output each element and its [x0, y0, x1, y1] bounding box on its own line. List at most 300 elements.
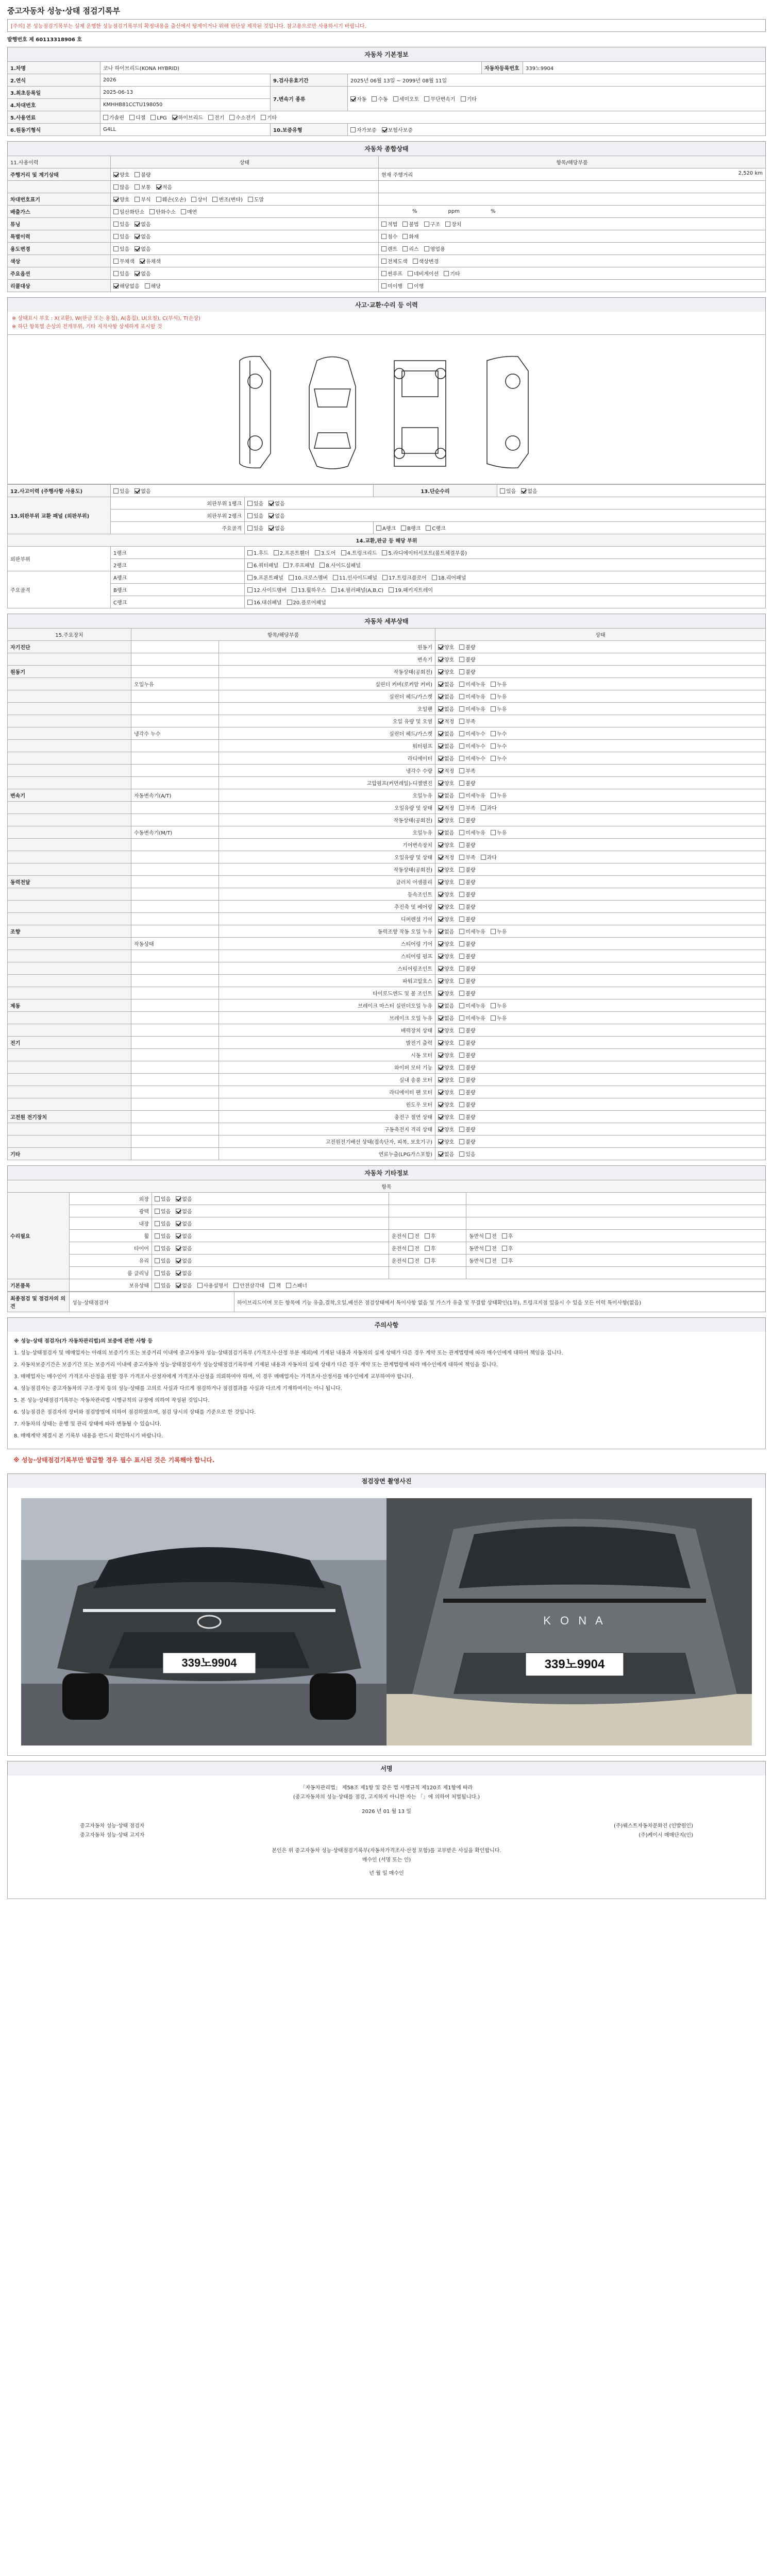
checkbox-icon[interactable] — [197, 1283, 203, 1288]
checkbox-icon[interactable] — [491, 743, 496, 749]
checkbox-icon[interactable] — [191, 197, 196, 202]
checked-box-icon[interactable] — [176, 1270, 181, 1276]
checked-box-icon[interactable] — [135, 234, 140, 239]
checked-box-icon[interactable] — [438, 657, 443, 662]
checked-box-icon[interactable] — [140, 259, 145, 264]
checkbox-icon[interactable] — [481, 855, 486, 860]
option — [438, 806, 454, 811]
checkbox-icon[interactable] — [212, 197, 217, 202]
checked-box-icon[interactable] — [438, 768, 443, 773]
table-row — [8, 1086, 766, 1098]
checked-box-icon[interactable] — [382, 127, 387, 132]
group-label — [8, 901, 131, 913]
checkbox-icon[interactable] — [135, 197, 140, 202]
checked-box-icon[interactable] — [438, 781, 443, 786]
checkbox-icon[interactable] — [485, 1246, 491, 1251]
option-label: 있음 — [120, 272, 130, 277]
checkbox-icon[interactable] — [270, 1283, 275, 1288]
rankA-options — [245, 571, 766, 584]
table-row — [8, 678, 766, 690]
checkbox-icon[interactable] — [459, 842, 464, 848]
checked-box-icon[interactable] — [438, 855, 443, 860]
group-label — [8, 740, 131, 752]
checkbox-icon[interactable] — [459, 682, 464, 687]
option — [444, 272, 460, 277]
checkbox-icon[interactable] — [408, 283, 413, 289]
checked-box-icon[interactable] — [438, 1065, 443, 1070]
checkbox-icon[interactable] — [459, 929, 464, 934]
checkbox-icon[interactable] — [445, 222, 450, 227]
item-label: 오일누유 — [219, 826, 435, 839]
option-label: 19.패키지트레이 — [395, 588, 433, 594]
option — [481, 855, 497, 861]
option — [181, 210, 197, 215]
checkbox-icon[interactable] — [292, 587, 297, 592]
checked-box-icon[interactable] — [176, 1258, 181, 1263]
checkbox-icon[interactable] — [408, 1246, 413, 1251]
checked-box-icon[interactable] — [438, 1040, 443, 1045]
checkbox-icon[interactable] — [381, 222, 386, 227]
checkbox-icon[interactable] — [408, 1233, 413, 1239]
checkbox-icon[interactable] — [485, 1233, 491, 1239]
checkbox-icon[interactable] — [247, 600, 253, 605]
table-row — [8, 1037, 766, 1049]
checked-box-icon[interactable] — [438, 731, 443, 736]
checkbox-icon[interactable] — [393, 96, 398, 101]
checkbox-icon[interactable] — [461, 96, 466, 101]
checkbox-icon[interactable] — [425, 1233, 430, 1239]
checkbox-icon[interactable] — [145, 283, 150, 289]
checkbox-icon[interactable] — [425, 1258, 430, 1263]
checkbox-icon[interactable] — [381, 259, 386, 264]
checkbox-icon[interactable] — [459, 966, 464, 971]
item-status — [435, 826, 766, 839]
checked-box-icon[interactable] — [135, 222, 140, 227]
checkbox-icon[interactable] — [247, 563, 253, 568]
checkbox-icon[interactable] — [459, 1077, 464, 1082]
checkbox-icon[interactable] — [491, 1003, 496, 1008]
checkbox-icon[interactable] — [402, 222, 408, 227]
side-right — [466, 1267, 766, 1279]
checkbox-icon[interactable] — [491, 756, 496, 761]
checkbox-icon[interactable] — [459, 1151, 464, 1157]
checked-box-icon[interactable] — [438, 879, 443, 885]
item-status — [435, 678, 766, 690]
checkbox-icon[interactable] — [459, 879, 464, 885]
checkbox-icon[interactable] — [459, 830, 464, 835]
item-status — [435, 999, 766, 1012]
checked-box-icon[interactable] — [438, 756, 443, 761]
checkbox-icon[interactable] — [333, 575, 338, 580]
checkbox-icon[interactable] — [350, 127, 356, 132]
checked-box-icon[interactable] — [438, 719, 443, 724]
checkbox-icon[interactable] — [286, 1283, 291, 1288]
checked-box-icon[interactable] — [268, 526, 274, 531]
checkbox-icon[interactable] — [376, 526, 381, 531]
checkbox-icon[interactable] — [247, 501, 253, 506]
table-row — [8, 752, 766, 765]
checkbox-icon[interactable] — [381, 283, 386, 289]
car-name-label: 1.차명 — [8, 62, 100, 74]
item-status — [435, 1012, 766, 1024]
checkbox-icon[interactable] — [113, 259, 119, 264]
checkbox-icon[interactable] — [135, 172, 140, 177]
checkbox-icon[interactable] — [247, 550, 253, 555]
checkbox-icon[interactable] — [424, 222, 429, 227]
plate-label: 자동차등록번호 — [482, 62, 523, 74]
checkbox-icon[interactable] — [149, 209, 155, 214]
option — [438, 1078, 454, 1083]
option — [438, 781, 454, 787]
side-right-label: 동반석 — [469, 1259, 486, 1264]
checkbox-icon[interactable] — [491, 682, 496, 687]
option-label: 디젤 — [135, 115, 146, 121]
checkbox-icon[interactable] — [459, 855, 464, 860]
checkbox-icon[interactable] — [155, 1258, 160, 1263]
checkbox-icon[interactable] — [485, 1258, 491, 1263]
checked-box-icon[interactable] — [135, 488, 140, 494]
group-label — [8, 1074, 131, 1086]
checkbox-icon[interactable] — [274, 550, 279, 555]
subgroup-label: 오일누유 — [131, 678, 219, 690]
group-label — [8, 678, 131, 690]
checkbox-icon[interactable] — [408, 1258, 413, 1263]
option — [176, 1209, 192, 1215]
checked-box-icon[interactable] — [438, 867, 443, 872]
checkbox-icon[interactable] — [459, 1139, 464, 1144]
checkbox-icon[interactable] — [459, 867, 464, 872]
checkbox-icon[interactable] — [459, 1114, 464, 1120]
checkbox-icon[interactable] — [424, 96, 429, 101]
option-label: 불량 — [465, 942, 476, 947]
checked-box-icon[interactable] — [113, 172, 119, 177]
checkbox-icon[interactable] — [481, 805, 486, 810]
option-label: 불량 — [465, 1115, 476, 1121]
checkbox-icon[interactable] — [247, 513, 253, 518]
table-row — [8, 938, 766, 950]
checkbox-icon[interactable] — [459, 805, 464, 810]
checkbox-icon[interactable] — [129, 115, 135, 120]
checkbox-icon[interactable] — [331, 587, 337, 592]
checkbox-icon[interactable] — [424, 246, 429, 251]
option-label: 양호 — [444, 1090, 455, 1096]
checked-box-icon[interactable] — [438, 1151, 443, 1157]
checkbox-icon[interactable] — [320, 563, 325, 568]
sign-date: 2026 년 01 월 13 일 — [362, 1809, 411, 1815]
checked-box-icon[interactable] — [438, 645, 443, 650]
table-row — [8, 641, 766, 653]
checked-box-icon[interactable] — [268, 513, 274, 518]
checked-box-icon[interactable] — [438, 1015, 443, 1021]
checked-box-icon[interactable] — [113, 283, 119, 289]
checkbox-icon[interactable] — [459, 706, 464, 711]
checked-box-icon[interactable] — [438, 1139, 443, 1144]
checked-box-icon[interactable] — [521, 488, 526, 494]
checkbox-icon[interactable] — [459, 1127, 464, 1132]
option-label: 양호 — [444, 991, 455, 997]
subgroup-label — [131, 962, 219, 975]
checkbox-icon[interactable] — [261, 115, 266, 120]
checkbox-icon[interactable] — [491, 830, 496, 835]
option-label: 없음 — [141, 222, 151, 228]
table-row — [8, 267, 766, 280]
option — [287, 600, 326, 606]
checkbox-icon[interactable] — [113, 184, 119, 190]
checkbox-icon[interactable] — [389, 587, 394, 592]
checkbox-icon[interactable] — [432, 575, 437, 580]
checked-box-icon[interactable] — [438, 917, 443, 922]
side-right-label: 동반석 — [469, 1234, 486, 1240]
checkbox-icon[interactable] — [248, 197, 253, 202]
checkbox-icon[interactable] — [502, 1233, 507, 1239]
checkbox-icon[interactable] — [459, 991, 464, 996]
option — [176, 1259, 192, 1264]
checkbox-icon[interactable] — [135, 184, 140, 190]
checked-box-icon[interactable] — [438, 904, 443, 909]
checked-box-icon[interactable] — [135, 271, 140, 276]
checkbox-icon[interactable] — [113, 271, 119, 276]
checkbox-icon[interactable] — [283, 563, 289, 568]
transmission-label: 7.변속기 종류 — [271, 87, 348, 111]
checkbox-icon[interactable] — [459, 768, 464, 773]
option-label: 이행 — [413, 284, 424, 290]
checkbox-icon[interactable] — [113, 222, 119, 227]
extra-item-options — [152, 1242, 389, 1255]
checkbox-icon[interactable] — [181, 209, 186, 214]
checked-box-icon[interactable] — [438, 1114, 443, 1120]
checkbox-icon[interactable] — [155, 1233, 160, 1239]
checked-box-icon[interactable] — [176, 1233, 181, 1239]
checked-box-icon[interactable] — [438, 1127, 443, 1132]
checkbox-icon[interactable] — [155, 1221, 160, 1226]
checked-box-icon[interactable] — [176, 1283, 181, 1288]
checkbox-icon[interactable] — [459, 892, 464, 897]
option-label: 불량 — [465, 1028, 476, 1034]
checkbox-icon[interactable] — [459, 719, 464, 724]
option — [268, 514, 284, 519]
option — [191, 197, 207, 203]
checkbox-icon[interactable] — [459, 694, 464, 699]
checkbox-icon[interactable] — [247, 526, 253, 531]
checkbox-icon[interactable] — [372, 96, 377, 101]
checked-box-icon[interactable] — [438, 1003, 443, 1008]
checked-box-icon[interactable] — [438, 842, 443, 848]
checked-box-icon[interactable] — [438, 1053, 443, 1058]
checkbox-icon[interactable] — [113, 209, 119, 214]
checkbox-icon[interactable] — [233, 1283, 239, 1288]
checked-box-icon[interactable] — [268, 501, 274, 506]
checked-box-icon[interactable] — [438, 706, 443, 711]
checked-box-icon[interactable] — [350, 96, 356, 101]
checkbox-icon[interactable] — [459, 917, 464, 922]
checkbox-icon[interactable] — [381, 246, 386, 251]
option-label: 양호 — [444, 657, 455, 663]
checkbox-icon[interactable] — [502, 1258, 507, 1263]
checked-box-icon[interactable] — [438, 805, 443, 810]
checkbox-icon[interactable] — [500, 488, 505, 494]
checkbox-icon[interactable] — [408, 271, 413, 276]
option-label: 기타 — [450, 272, 460, 277]
checkbox-icon[interactable] — [459, 954, 464, 959]
checkbox-icon[interactable] — [459, 657, 464, 662]
checked-box-icon[interactable] — [438, 966, 443, 971]
checkbox-icon[interactable] — [402, 234, 408, 239]
checkbox-icon[interactable] — [341, 550, 346, 555]
checkbox-icon[interactable] — [247, 575, 253, 580]
checkbox-icon[interactable] — [491, 929, 496, 934]
checkbox-icon[interactable] — [459, 756, 464, 761]
checkbox-icon[interactable] — [155, 1270, 160, 1276]
checkbox-icon[interactable] — [208, 115, 213, 120]
checkbox-icon[interactable] — [103, 115, 108, 120]
checkbox-icon[interactable] — [444, 271, 449, 276]
checkbox-icon[interactable] — [459, 1090, 464, 1095]
checked-box-icon[interactable] — [438, 830, 443, 835]
checkbox-icon[interactable] — [459, 669, 464, 674]
group-label — [8, 987, 131, 999]
checked-box-icon[interactable] — [438, 1028, 443, 1033]
checked-box-icon[interactable] — [438, 793, 443, 798]
checkbox-icon[interactable] — [155, 1209, 160, 1214]
simple-repair-options — [497, 485, 766, 497]
checkbox-icon[interactable] — [113, 234, 119, 239]
rank1-options — [245, 547, 766, 559]
checkbox-icon[interactable] — [459, 1015, 464, 1021]
checkbox-icon[interactable] — [247, 587, 253, 592]
checkbox-icon[interactable] — [382, 550, 387, 555]
checkbox-icon[interactable] — [289, 575, 294, 580]
checked-box-icon[interactable] — [438, 929, 443, 934]
option-label: A랭크 — [382, 526, 396, 532]
checked-box-icon[interactable] — [113, 197, 119, 202]
checkbox-icon[interactable] — [459, 1028, 464, 1033]
option — [320, 563, 361, 569]
option-label: 양호 — [444, 892, 455, 898]
checkbox-icon[interactable] — [459, 978, 464, 984]
checked-box-icon[interactable] — [176, 1196, 181, 1201]
checkbox-icon[interactable] — [459, 1053, 464, 1058]
checked-box-icon[interactable] — [438, 991, 443, 996]
option — [459, 855, 475, 861]
checkbox-icon[interactable] — [491, 731, 496, 736]
checkbox-icon[interactable] — [113, 246, 119, 251]
checkbox-icon[interactable] — [150, 115, 156, 120]
checkbox-icon[interactable] — [381, 271, 386, 276]
rankB-label: B랭크 — [111, 584, 245, 596]
checkbox-icon[interactable] — [402, 246, 408, 251]
item-status — [435, 913, 766, 925]
checked-box-icon[interactable] — [438, 669, 443, 674]
checked-box-icon[interactable] — [438, 978, 443, 984]
checkbox-icon[interactable] — [459, 781, 464, 786]
table-row — [8, 168, 766, 181]
checked-box-icon[interactable] — [438, 954, 443, 959]
row-options — [111, 280, 379, 292]
option — [438, 843, 454, 849]
checkbox-icon[interactable] — [425, 1246, 430, 1251]
checked-box-icon[interactable] — [135, 246, 140, 251]
checkbox-icon[interactable] — [401, 526, 406, 531]
option-label: 과다 — [486, 806, 497, 811]
checked-box-icon[interactable] — [156, 184, 161, 190]
checkbox-icon[interactable] — [459, 731, 464, 736]
checked-box-icon[interactable] — [438, 892, 443, 897]
checked-box-icon[interactable] — [172, 115, 177, 120]
checkbox-icon[interactable] — [459, 1065, 464, 1070]
option — [402, 234, 418, 240]
checked-box-icon[interactable] — [438, 743, 443, 749]
item-status — [435, 727, 766, 740]
checkbox-icon[interactable] — [381, 234, 386, 239]
item-label: 워터펌프 — [219, 740, 435, 752]
table-row — [8, 1061, 766, 1074]
option-label: 누유 — [496, 1016, 507, 1022]
checkbox-icon[interactable] — [491, 694, 496, 699]
repair-group-label: 수리필요 — [8, 1193, 70, 1279]
checkbox-icon[interactable] — [155, 1246, 160, 1251]
option-label: 과다 — [486, 855, 497, 861]
checkbox-icon[interactable] — [491, 793, 496, 798]
checkbox-icon[interactable] — [502, 1246, 507, 1251]
checked-box-icon[interactable] — [438, 682, 443, 687]
checkbox-icon[interactable] — [155, 1283, 160, 1288]
rankC-label: C랭크 — [111, 596, 245, 608]
checkbox-icon[interactable] — [491, 706, 496, 711]
checkbox-icon[interactable] — [459, 645, 464, 650]
checked-box-icon[interactable] — [176, 1246, 181, 1251]
checkbox-icon[interactable] — [459, 904, 464, 909]
item-status — [435, 703, 766, 715]
checkbox-icon[interactable] — [315, 550, 320, 555]
option — [381, 259, 408, 265]
checkbox-icon[interactable] — [287, 600, 292, 605]
option-label: 미세누유 — [465, 831, 485, 836]
checkbox-icon[interactable] — [459, 793, 464, 798]
option — [372, 97, 388, 103]
checkbox-icon[interactable] — [459, 941, 464, 946]
row-options — [111, 168, 379, 181]
checkbox-icon[interactable] — [459, 1040, 464, 1045]
checked-box-icon[interactable] — [438, 941, 443, 946]
checked-box-icon[interactable] — [438, 1102, 443, 1107]
checkbox-icon[interactable] — [459, 743, 464, 749]
checkbox-icon[interactable] — [491, 1015, 496, 1021]
checkbox-icon[interactable] — [413, 259, 418, 264]
checkbox-icon[interactable] — [459, 1003, 464, 1008]
checkbox-icon[interactable] — [113, 488, 119, 494]
side-left-label: 운전석 — [392, 1246, 409, 1252]
checkbox-icon[interactable] — [155, 1196, 160, 1201]
checkbox-icon[interactable] — [459, 818, 464, 823]
checked-box-icon[interactable] — [176, 1209, 181, 1214]
checkbox-icon[interactable] — [426, 526, 431, 531]
option-label: 상이 — [197, 197, 208, 203]
checked-box-icon[interactable] — [438, 818, 443, 823]
checked-box-icon[interactable] — [438, 1090, 443, 1095]
option-label: 적법 — [388, 222, 398, 228]
checked-box-icon[interactable] — [176, 1221, 181, 1226]
checkbox-icon[interactable] — [382, 575, 388, 580]
legend-line-1: ※ 상태표시 부호 : X(교환), W(판금 또는 용접), A(흠집), U(요철), C(부식), T(손상) — [12, 316, 200, 321]
checked-box-icon[interactable] — [438, 694, 443, 699]
checkbox-icon[interactable] — [459, 1102, 464, 1107]
option — [176, 1283, 192, 1289]
checked-box-icon[interactable] — [438, 1077, 443, 1082]
item-status — [435, 1074, 766, 1086]
checkbox-icon[interactable] — [229, 115, 234, 120]
option — [438, 818, 454, 824]
checkbox-icon[interactable] — [156, 197, 161, 202]
